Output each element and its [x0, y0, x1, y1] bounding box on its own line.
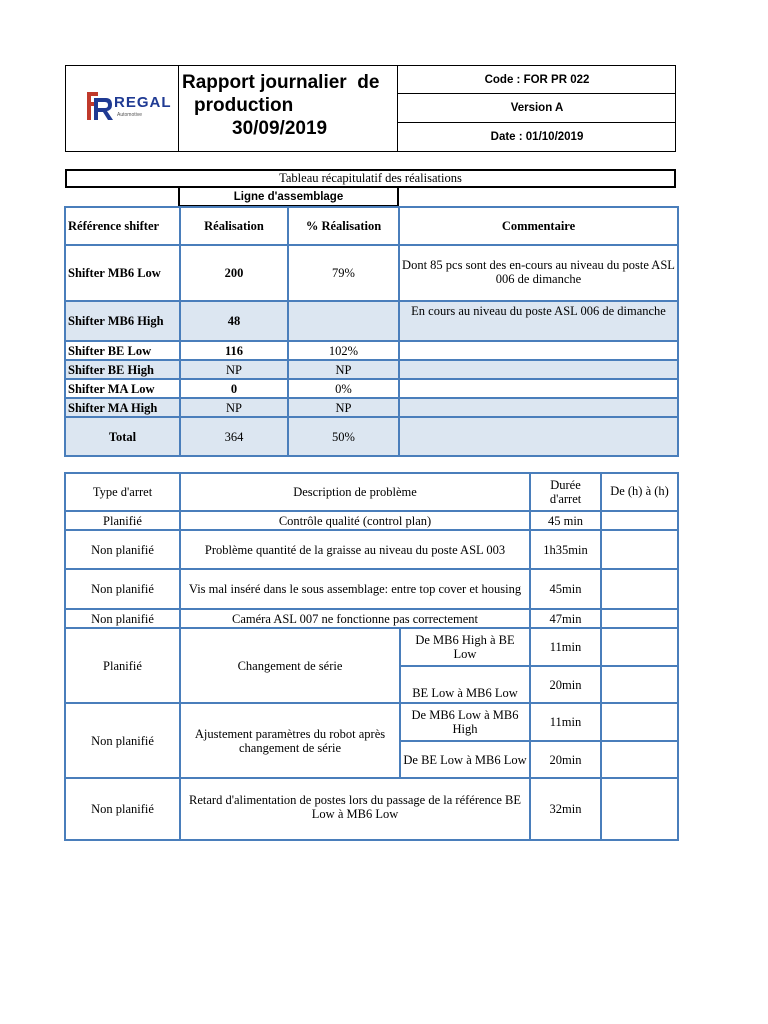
stop-duration: 45min	[530, 569, 601, 609]
table-row	[65, 778, 678, 840]
row-realisation: 116	[180, 341, 288, 360]
summary-caption: Tableau récapitulatif des réalisations	[65, 169, 676, 188]
stop-time-span	[601, 511, 678, 530]
stop-duration: 45 min	[530, 511, 601, 530]
logo-subtext: Automotive	[117, 112, 143, 118]
document-date: Date : 01/10/2019	[490, 131, 584, 143]
row-pct: NP	[288, 360, 399, 379]
stop-type: Planifié	[65, 628, 180, 703]
stop-time-span	[601, 569, 678, 609]
col-comment: Commentaire	[399, 207, 678, 245]
table-row	[65, 530, 678, 569]
stop-time-span	[601, 741, 678, 778]
row-pct: 102%	[288, 341, 399, 360]
total-pct: 50%	[288, 417, 399, 456]
stop-detail: De BE Low à MB6 Low	[400, 741, 530, 778]
stop-time-span	[601, 609, 678, 628]
row-comment	[399, 398, 678, 417]
downtime-header-row	[65, 473, 678, 511]
report-title-line2: production	[194, 95, 294, 116]
col-stop-type: Type d'arret	[65, 473, 180, 511]
row-reference: Shifter MA Low	[65, 379, 180, 398]
stop-description: Contrôle qualité (control plan)	[180, 511, 530, 530]
stop-duration: 1h35min	[530, 530, 601, 569]
stop-description: Changement de série	[180, 628, 400, 703]
row-realisation: 48	[180, 301, 288, 341]
stop-description: Problème quantité de la graisse au niveau du poste ASL 003	[180, 530, 530, 569]
table-row	[65, 511, 678, 530]
stop-detail: De MB6 High à BE Low	[400, 628, 530, 666]
row-reference: Shifter MA High	[65, 398, 180, 417]
stop-type: Non planifié	[65, 609, 180, 628]
stop-duration: 32min	[530, 778, 601, 840]
table-row	[65, 398, 678, 417]
row-comment	[399, 379, 678, 398]
header-divider-1	[178, 65, 179, 152]
stop-type: Non planifié	[65, 569, 180, 609]
stop-description: Ajustement paramètres du robot après changement de série	[180, 703, 400, 778]
stop-time-span	[601, 778, 678, 840]
stop-duration: 20min	[530, 666, 601, 703]
col-pct: % Réalisation	[288, 207, 399, 245]
row-pct: NP	[288, 398, 399, 417]
table-row	[65, 341, 678, 360]
row-comment	[399, 360, 678, 379]
row-realisation: 0	[180, 379, 288, 398]
table-row	[65, 609, 678, 628]
total-realisation: 364	[180, 417, 288, 456]
downtime-table	[64, 472, 679, 841]
row-realisation: NP	[180, 398, 288, 417]
document-code: Code : FOR PR 022	[484, 73, 590, 86]
summary-header-row	[65, 207, 678, 245]
stop-time-span	[601, 530, 678, 569]
row-comment	[399, 341, 678, 360]
stop-type: Non planifié	[65, 530, 180, 569]
table-row	[65, 360, 678, 379]
stop-duration: 11min	[530, 628, 601, 666]
stop-duration: 20min	[530, 741, 601, 778]
stop-type: Non planifié	[65, 778, 180, 840]
table-row	[65, 703, 678, 741]
row-comment: En cours au niveau du poste ASL 006 de dimanche	[399, 301, 678, 341]
stop-description: Caméra ASL 007 ne fonctionne pas correctement	[180, 609, 530, 628]
stop-type: Planifié	[65, 511, 180, 530]
row-realisation: 200	[180, 245, 288, 301]
col-time-span: De (h) à (h)	[601, 473, 678, 511]
stop-detail: BE Low à MB6 Low	[400, 666, 530, 703]
row-reference: Shifter MB6 High	[65, 301, 180, 341]
row-pct: 79%	[288, 245, 399, 301]
table-row	[65, 628, 678, 666]
row-pct: 0%	[288, 379, 399, 398]
row-reference: Shifter BE High	[65, 360, 180, 379]
stop-detail: De MB6 Low à MB6 High	[400, 703, 530, 741]
stop-description: Vis mal inséré dans le sous assemblage: entre top cover et housing	[180, 569, 530, 609]
total-row	[65, 417, 678, 456]
col-duration: Durée d'arret	[530, 473, 601, 511]
stop-type: Non planifié	[65, 703, 180, 778]
col-realisation: Réalisation	[180, 207, 288, 245]
company-logo	[84, 88, 172, 128]
group-header: Ligne d'assemblage	[178, 188, 399, 207]
row-comment: Dont 85 pcs sont des en-cours au niveau du poste ASL 006 de dimanche	[399, 245, 678, 301]
total-label: Total	[65, 417, 180, 456]
table-row	[65, 301, 678, 341]
table-row	[65, 569, 678, 609]
summary-table	[64, 206, 679, 457]
stop-time-span	[601, 628, 678, 666]
col-description: Description de problème	[180, 473, 530, 511]
stop-description: Retard d'alimentation de postes lors du passage de la référence BE Low à MB6 Low	[180, 778, 530, 840]
logo-text: REGAL	[114, 94, 172, 111]
table-row	[65, 379, 678, 398]
col-reference: Référence shifter	[65, 207, 180, 245]
stop-time-span	[601, 666, 678, 703]
total-comment	[399, 417, 678, 456]
table-row	[65, 245, 678, 301]
document-version: Version A	[510, 102, 564, 114]
report-title-line1: Rapport journalier de	[182, 72, 380, 93]
stop-time-span	[601, 703, 678, 741]
row-realisation: NP	[180, 360, 288, 379]
stop-duration: 47min	[530, 609, 601, 628]
stop-duration: 11min	[530, 703, 601, 741]
row-pct	[288, 301, 399, 341]
report-title-date: 30/09/2019	[232, 118, 328, 139]
row-reference: Shifter MB6 Low	[65, 245, 180, 301]
row-reference: Shifter BE Low	[65, 341, 180, 360]
